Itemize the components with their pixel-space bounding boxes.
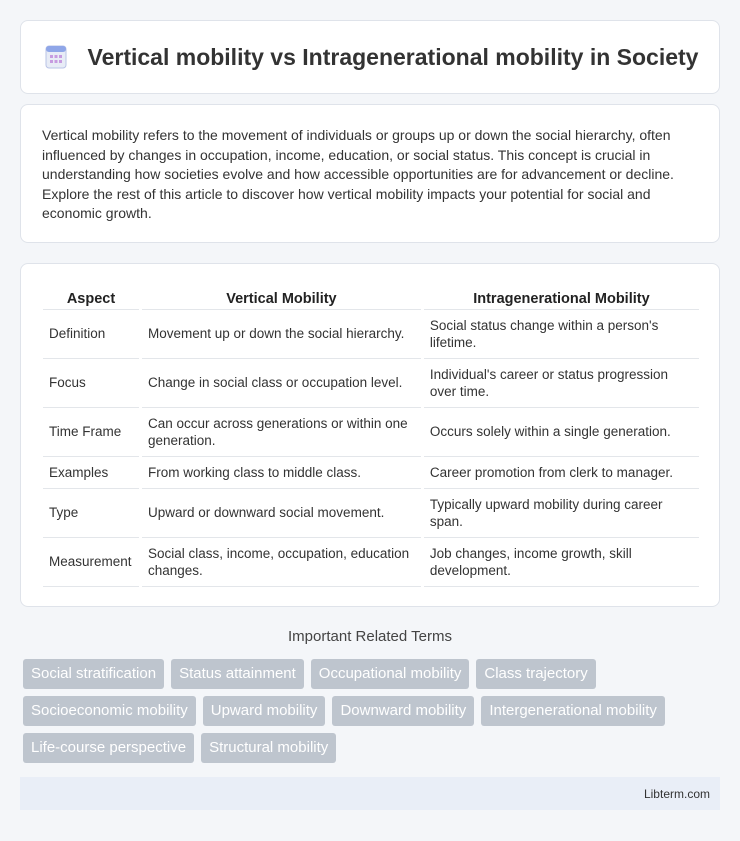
aspect-cell: Type	[43, 489, 139, 538]
related-term-tag[interactable]: Class trajectory	[476, 659, 595, 689]
vertical-cell: Can occur across generations or within one generation.	[142, 408, 421, 457]
intro-text: Vertical mobility refers to the movement of individuals or groups up or down the social hierarchy, often influenced by changes in occupation, income, education, or social status. This concept is crucial in understanding how societies evolve and how accessible opportunities are for advancement or decline. Explore the rest of this article to discover how vertical mobility impacts your potential for social and economic growth.	[42, 127, 674, 222]
table-row	[43, 359, 699, 408]
related-terms-list	[23, 659, 723, 763]
table-header-row	[43, 284, 699, 310]
aspect-cell: Time Frame	[43, 408, 139, 457]
aspect-cell: Measurement	[43, 538, 139, 587]
intragenerational-cell: Job changes, income growth, skill development.	[424, 538, 699, 587]
related-term-tag[interactable]: Occupational mobility	[311, 659, 470, 689]
aspect-cell: Focus	[43, 359, 139, 408]
vertical-cell: Change in social class or occupation level.	[142, 359, 421, 408]
vertical-cell: Upward or downward social movement.	[142, 489, 421, 538]
footer	[20, 777, 720, 810]
column-header: Aspect	[43, 284, 139, 310]
vertical-cell: From working class to middle class.	[142, 457, 421, 489]
related-term-tag[interactable]: Downward mobility	[332, 696, 474, 726]
intro-card	[20, 104, 720, 243]
intragenerational-cell: Social status change within a person's lifetime.	[424, 310, 699, 359]
table-row	[43, 408, 699, 457]
related-terms-title: Important Related Terms	[288, 628, 452, 645]
intragenerational-cell: Career promotion from clerk to manager.	[424, 457, 699, 489]
table-row	[43, 538, 699, 587]
page-title: Vertical mobility vs Intragenerational mobility in Society	[87, 43, 699, 70]
column-header: Vertical Mobility	[142, 284, 421, 310]
vertical-cell: Movement up or down the social hierarchy.	[142, 310, 421, 359]
table-row	[43, 489, 699, 538]
intragenerational-cell: Typically upward mobility during career span.	[424, 489, 699, 538]
aspect-cell: Examples	[43, 457, 139, 489]
document-icon	[42, 43, 70, 71]
related-term-tag[interactable]: Socioeconomic mobility	[23, 696, 196, 726]
related-term-tag[interactable]: Structural mobility	[201, 733, 336, 763]
footer-site-link[interactable]: Libterm.com	[643, 786, 710, 801]
comparison-table	[40, 284, 702, 587]
vertical-cell: Social class, income, occupation, education changes.	[142, 538, 421, 587]
intragenerational-cell: Occurs solely within a single generation.	[424, 408, 699, 457]
related-term-tag[interactable]: Social stratification	[23, 659, 164, 689]
intragenerational-cell: Individual's career or status progression over time.	[424, 359, 699, 408]
comparison-card	[20, 263, 720, 607]
header-card	[20, 20, 720, 94]
related-term-tag[interactable]: Life-course perspective	[23, 733, 194, 763]
table-row	[43, 457, 699, 489]
related-term-tag[interactable]: Status attainment	[171, 659, 304, 689]
related-term-tag[interactable]: Upward mobility	[203, 696, 326, 726]
table-row	[43, 310, 699, 359]
aspect-cell: Definition	[43, 310, 139, 359]
related-term-tag[interactable]: Intergenerational mobility	[481, 696, 665, 726]
column-header: Intragenerational Mobility	[424, 284, 699, 310]
